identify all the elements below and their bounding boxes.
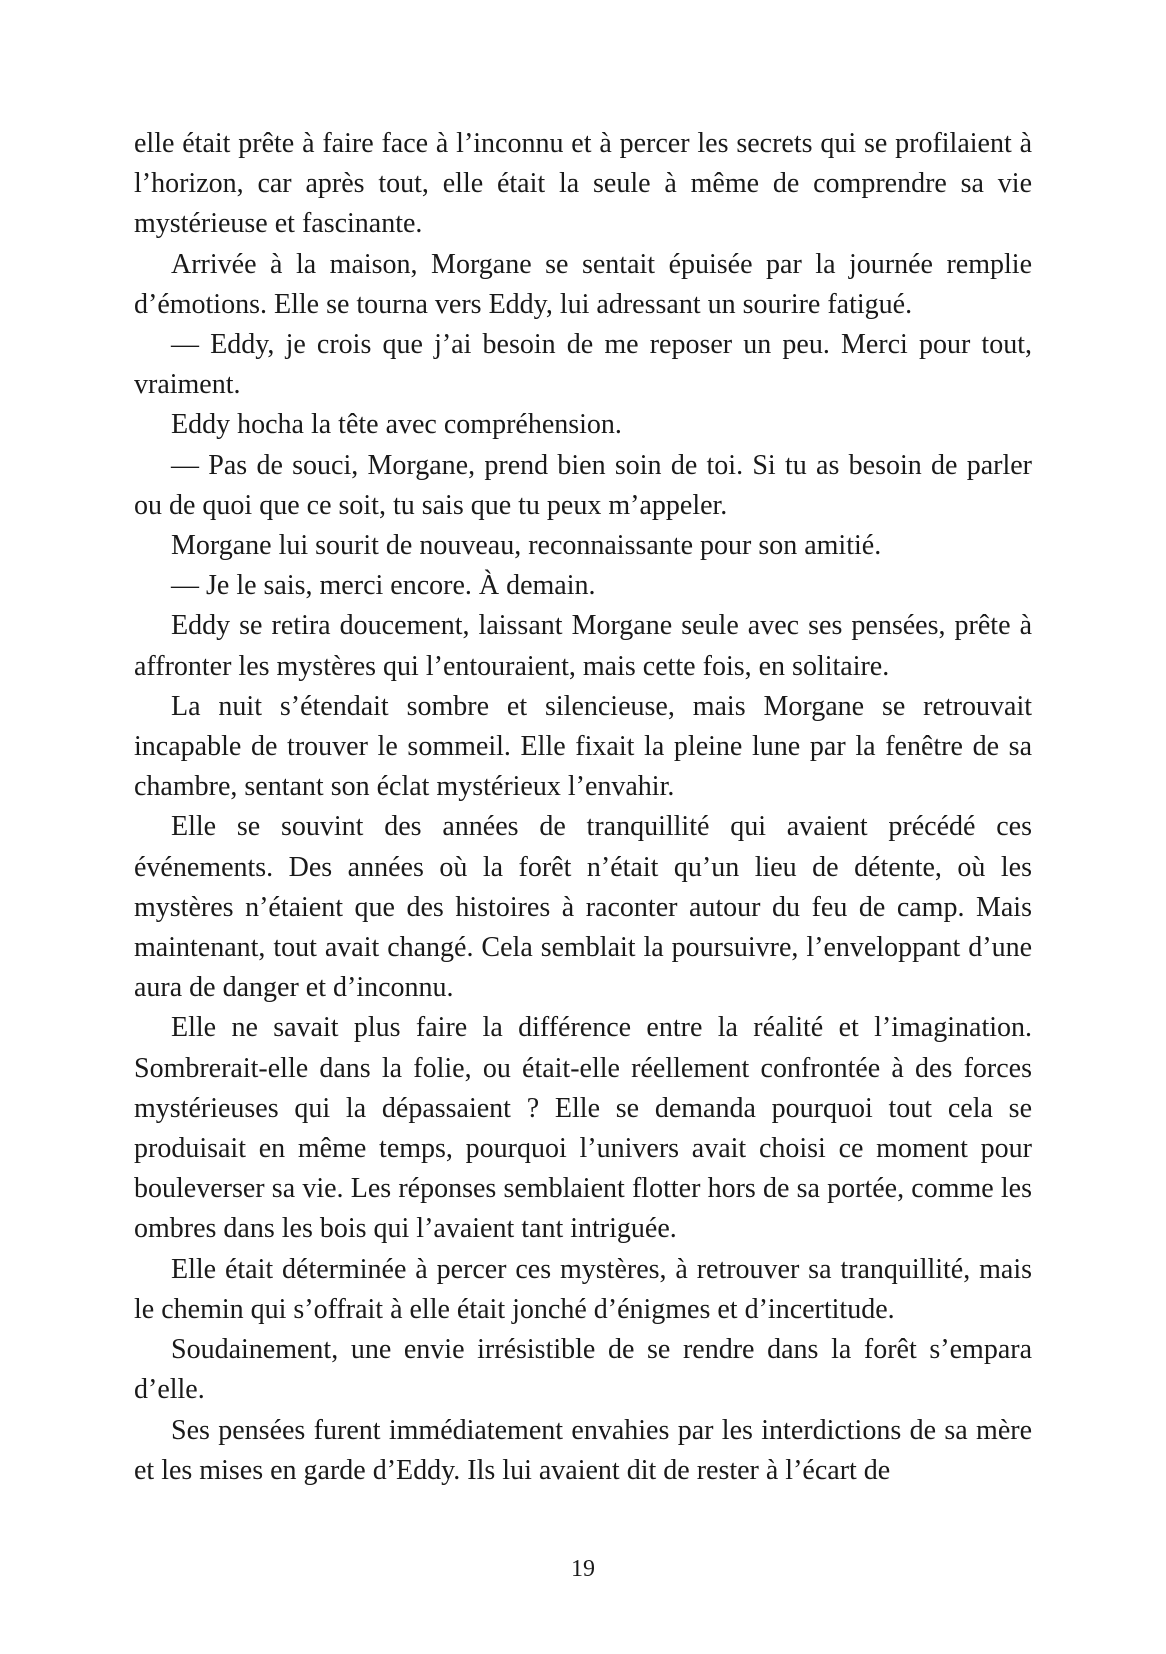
dialogue-line: — Pas de souci, Morgane, prend bien soin de toi. Si tu as besoin de parler ou de quoi que ce soit, tu sais que tu peux m’appeler. xyxy=(134,449,1032,521)
paragraph: Eddy hocha la tête avec compréhension. xyxy=(171,409,622,441)
paragraph: Elle était déterminée à percer ces mystères, à retrouver sa tranquillité, mais le chemin qui s’offrait à elle était jonché d’énigmes et d’incertitude. xyxy=(134,1253,1032,1325)
body-text xyxy=(134,124,1032,1491)
dialogue-line: — Eddy, je crois que j’ai besoin de me reposer un peu. Merci pour tout, vraiment. xyxy=(134,329,1032,401)
paragraph: Morgane lui sourit de nouveau, reconnaissante pour son amitié. xyxy=(171,530,882,562)
paragraph: Ses pensées furent immédiatement envahies par les interdictions de sa mère et les mises en garde d’Eddy. Ils lui avaient dit de rester à l’écart de xyxy=(134,1414,1032,1486)
paragraph: La nuit s’étendait sombre et silencieuse, mais Morgane se retrouvait incapable de trouver le sommeil. Elle fixait la pleine lune par la fenêtre de sa chambre, sentant son éclat mystérieux l’envahir. xyxy=(134,690,1032,803)
paragraph: Soudainement, une envie irrésistible de se rendre dans la forêt s’empara d’elle. xyxy=(134,1334,1032,1406)
paragraph-continued: elle était prête à faire face à l’inconnu et à percer les secrets qui se profilaient à l’horizon, car après tout, elle était la seule à même de comprendre sa vie mystérieuse et fascinante. xyxy=(134,128,1032,240)
dialogue-line: — Je le sais, merci encore. À demain. xyxy=(171,570,596,602)
paragraph: Eddy se retira doucement, laissant Morgane seule avec ses pensées, prête à affronter les mystères qui l’entouraient, mais cette fois, en solitaire. xyxy=(134,610,1032,682)
paragraph: Arrivée à la maison, Morgane se sentait épuisée par la journée remplie d’émotions. Elle se tourna vers Eddy, lui adressant un sourire fatigué. xyxy=(134,248,1032,320)
page-number: 19 xyxy=(571,1556,595,1582)
paragraph: Elle se souvint des années de tranquillité qui avaient précédé ces événements. Des années où la forêt n’était qu’un lieu de détente, où les mystères n’étaient que des histoires à raconter autour du feu de camp. Mais maintenant, tout avait changé. Cela semblait la poursuivre, l’enveloppant d’une aura de danger et d’inconnu. xyxy=(134,811,1032,1004)
paragraph: Elle ne savait plus faire la différence entre la réalité et l’imagination. Sombrerait-elle dans la folie, ou était-elle réellement confrontée à des forces mystérieuses qui la dépassaient ? Elle se demanda pourquoi tout cela se produisait en même temps, pourquoi l’univers avait choisi ce moment pour bouleverser sa vie. Les réponses semblaient flotter hors de sa portée, comme les ombres dans les bois qui l’avaient tant intriguée. xyxy=(134,1012,1032,1245)
